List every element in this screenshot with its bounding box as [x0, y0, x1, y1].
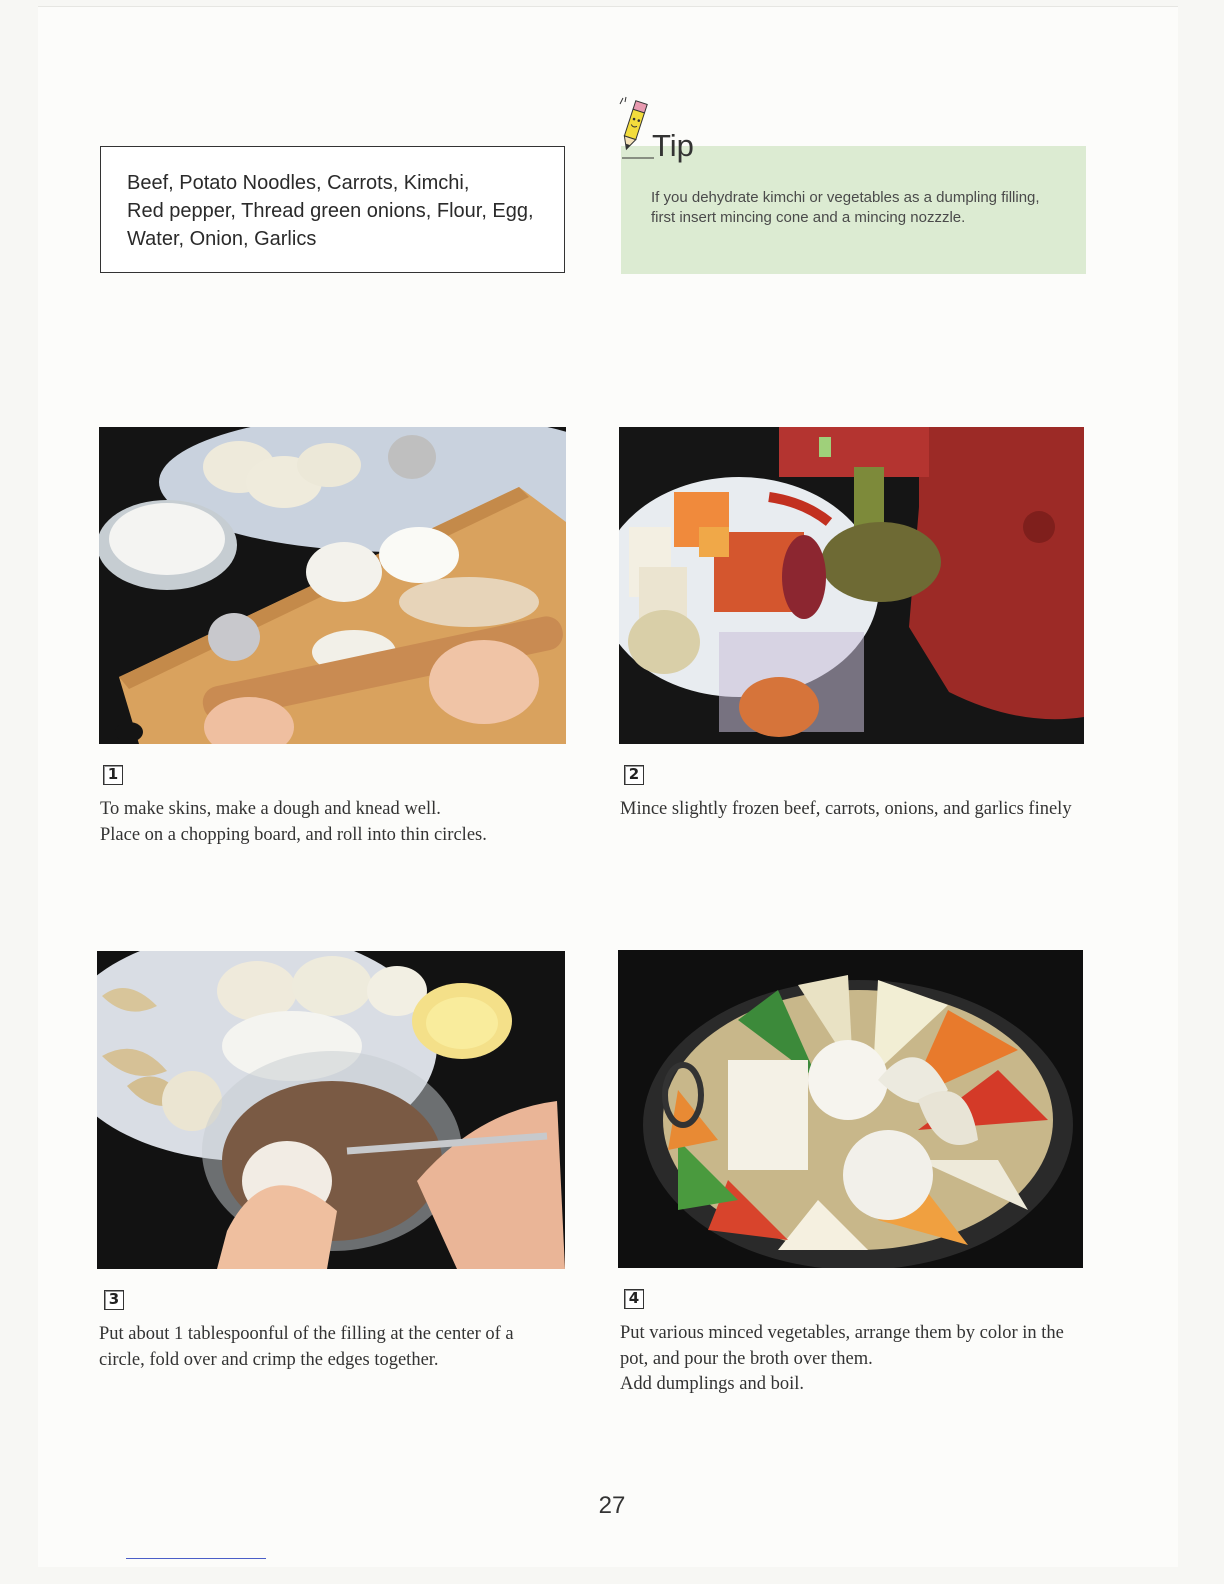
step-2-caption	[620, 797, 1072, 823]
caption-line: Mince slightly frozen beef, carrots, onions, and garlics finely	[620, 799, 1072, 819]
ingredients-line: Red pepper, Thread green onions, Flour, Egg,	[127, 200, 534, 222]
step-1-caption	[100, 797, 487, 848]
filling-dumplings-photo	[97, 951, 565, 1269]
step-3-caption	[99, 1322, 514, 1373]
dough-rolling-photo	[99, 427, 566, 744]
step-1-number: 1	[103, 765, 123, 785]
tip-line: If you dehydrate kimchi or vegetables as a dumpling filling,	[651, 189, 1040, 206]
caption-line: pot, and pour the broth over them.	[620, 1348, 873, 1369]
tip-text	[651, 188, 1071, 228]
caption-line: Put various minced vegetables, arrange them by color in the	[620, 1323, 1064, 1343]
hot-pot-photo	[618, 950, 1083, 1268]
caption-line: Place on a chopping board, and roll into thin circles.	[100, 824, 487, 845]
step-2-number: 2	[624, 765, 644, 785]
ingredients-box	[100, 146, 565, 273]
tip-line: first insert mincing cone and a mincing nozzzle.	[651, 209, 966, 226]
step-4-number: 4	[624, 1289, 644, 1309]
step-3-number: 3	[104, 1290, 124, 1310]
ingredients-line: Water, Onion, Garlics	[127, 228, 317, 250]
tip-heading: Tip	[652, 128, 694, 163]
caption-line: To make skins, make a dough and knead well.	[100, 799, 441, 819]
step-4-caption	[620, 1321, 1064, 1398]
caption-line: Add dumplings and boil.	[620, 1374, 804, 1394]
caption-line: circle, fold over and crimp the edges together.	[99, 1349, 439, 1370]
mincing-juicer-photo	[619, 427, 1084, 744]
ingredients-line: Beef, Potato Noodles, Carrots, Kimchi,	[127, 172, 470, 194]
page-number: 27	[598, 1492, 626, 1519]
footer-rule	[126, 1558, 266, 1559]
caption-line: Put about 1 tablespoonful of the filling at the center of a	[99, 1324, 514, 1344]
